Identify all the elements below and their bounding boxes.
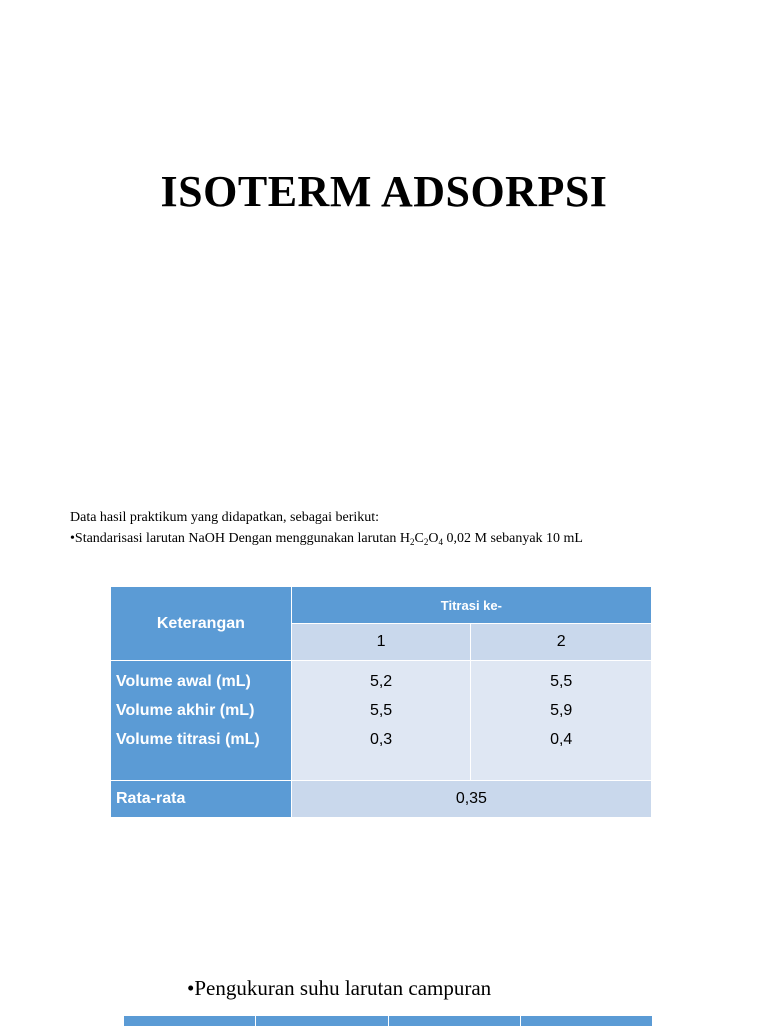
intro-line-1: Data hasil praktikum yang didapatkan, sebagai berikut:: [70, 510, 380, 525]
row-label-akhir: Volume akhir (mL): [116, 702, 255, 719]
page-title: ISOTERM ADSORPSI: [160, 167, 608, 216]
row-label-titrasi: Volume titrasi (mL): [116, 731, 260, 748]
header-keterangan: Keterangan: [111, 587, 292, 661]
second-table-header-strip: [124, 1016, 652, 1026]
header-titrasi: Titrasi ke-: [291, 587, 651, 624]
second-table-header-cell: [389, 1016, 521, 1026]
second-table-header-cell: [256, 1016, 388, 1026]
section-2-bullet: •Pengukuran suhu larutan campuran: [187, 976, 492, 1000]
formula-o: O: [428, 531, 439, 546]
intro-line-2-post: 0,02 M sebanyak 10 mL: [443, 531, 583, 546]
values-col-2: [471, 661, 652, 781]
row-labels: [111, 661, 292, 781]
avg-value: 0,35: [291, 781, 651, 818]
value-awal-1: 5,2: [369, 673, 393, 690]
subscript-1: 2: [410, 537, 415, 547]
header-col-2: 2: [471, 624, 652, 661]
value-titrasi-2: 0,4: [550, 731, 573, 748]
row-label-awal: Volume awal (mL): [116, 673, 251, 690]
value-titrasi-1: 0,3: [369, 731, 393, 748]
value-akhir-2: 5,9: [550, 702, 573, 719]
intro-text: [70, 507, 583, 549]
titration-table: [110, 586, 652, 818]
values-col-1: [291, 661, 471, 781]
value-akhir-1: 5,5: [369, 702, 393, 719]
second-table-header-cell: [521, 1016, 652, 1026]
intro-line-2-pre: •Standarisasi larutan NaOH Dengan menggunakan larutan H: [70, 531, 411, 546]
value-awal-2: 5,5: [550, 673, 573, 690]
subscript-3: 4: [438, 537, 443, 547]
header-col-1: 1: [291, 624, 471, 661]
formula-c: C: [414, 531, 424, 546]
second-table-header-cell: [124, 1016, 256, 1026]
subscript-2: 2: [423, 537, 429, 547]
avg-label: Rata-rata: [111, 781, 292, 818]
intro-line-2: [70, 528, 583, 549]
